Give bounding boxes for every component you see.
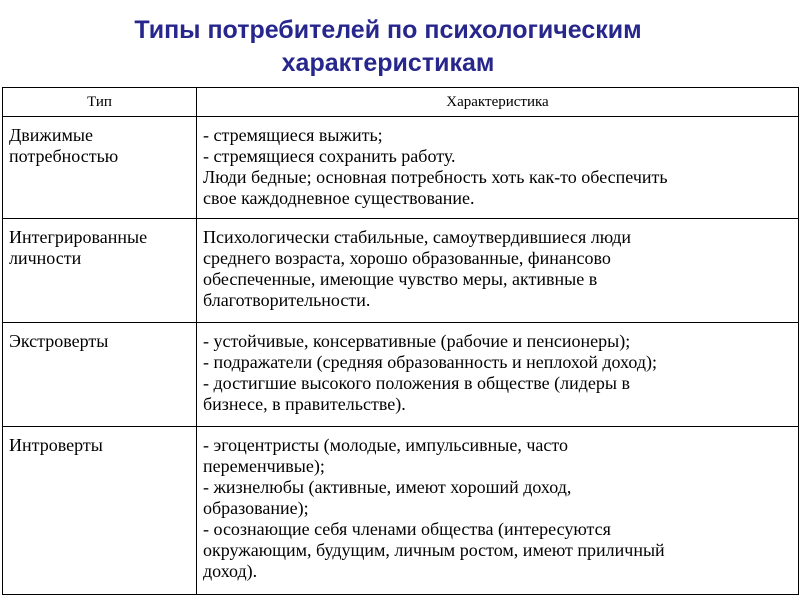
characteristic-line: окружающим, будущим, личным ростом, имеют приличный xyxy=(203,540,665,560)
type-label: Движимые xyxy=(9,125,93,145)
characteristic-cell xyxy=(197,219,799,323)
type-label: Интегрированные xyxy=(9,227,148,247)
page-title xyxy=(0,14,776,80)
characteristic-line: Люди бедные; основная потребность хоть как-то обеспечить xyxy=(203,167,668,187)
characteristic-line: свое каждодневное существование. xyxy=(203,188,475,208)
type-label: потребностью xyxy=(9,146,119,166)
table-header-row xyxy=(3,88,799,117)
page-title-line-1: Типы потребителей по психологическим xyxy=(134,16,642,44)
characteristic-line: бизнесе, в правительстве). xyxy=(203,394,406,414)
characteristic-line: - подражатели (средняя образованность и неплохой доход); xyxy=(203,352,657,372)
characteristic-line: - эгоцентристы (молодые, импульсивные, часто xyxy=(203,435,568,455)
characteristic-line: образование); xyxy=(203,498,309,518)
characteristic-line: - стремящиеся выжить; xyxy=(203,125,383,145)
characteristic-line: - устойчивые, консервативные (рабочие и пенсионеры); xyxy=(203,331,631,351)
page-title-line-2: характеристикам xyxy=(281,49,495,77)
characteristic-line: - достигшие высокого положения в обществе (лидеры в xyxy=(203,373,631,393)
header-type: Тип xyxy=(3,88,197,117)
table-row xyxy=(3,219,799,323)
table-row xyxy=(3,117,799,219)
type-cell xyxy=(3,323,197,427)
characteristic-cell xyxy=(197,427,799,595)
characteristic-line: - осознающие себя членами общества (интересуются xyxy=(203,519,611,539)
characteristic-line: - жизнелюбы (активные, имеют хороший доход, xyxy=(203,477,572,497)
type-cell xyxy=(3,427,197,595)
characteristic-line: среднего возраста, хорошо образованные, финансово xyxy=(203,248,611,268)
consumer-types-table xyxy=(2,87,799,595)
header-characteristic: Характеристика xyxy=(197,88,799,117)
characteristic-line: обеспеченные, имеющие чувство меры, активные в xyxy=(203,269,598,289)
characteristic-cell xyxy=(197,323,799,427)
type-cell xyxy=(3,219,197,323)
table-row xyxy=(3,323,799,427)
type-label: Интроверты xyxy=(9,435,103,455)
characteristic-line: доход). xyxy=(203,561,258,581)
characteristic-line: Психологически стабильные, самоутвердившиеся люди xyxy=(203,227,632,247)
characteristic-line: благотворительности. xyxy=(203,290,371,310)
type-label: Экстроверты xyxy=(9,331,109,351)
characteristic-cell xyxy=(197,117,799,219)
characteristic-line: - стремящиеся сохранить работу. xyxy=(203,146,456,166)
table-row xyxy=(3,427,799,595)
characteristic-line: переменчивые); xyxy=(203,456,325,476)
type-label: личности xyxy=(9,248,82,268)
type-cell xyxy=(3,117,197,219)
